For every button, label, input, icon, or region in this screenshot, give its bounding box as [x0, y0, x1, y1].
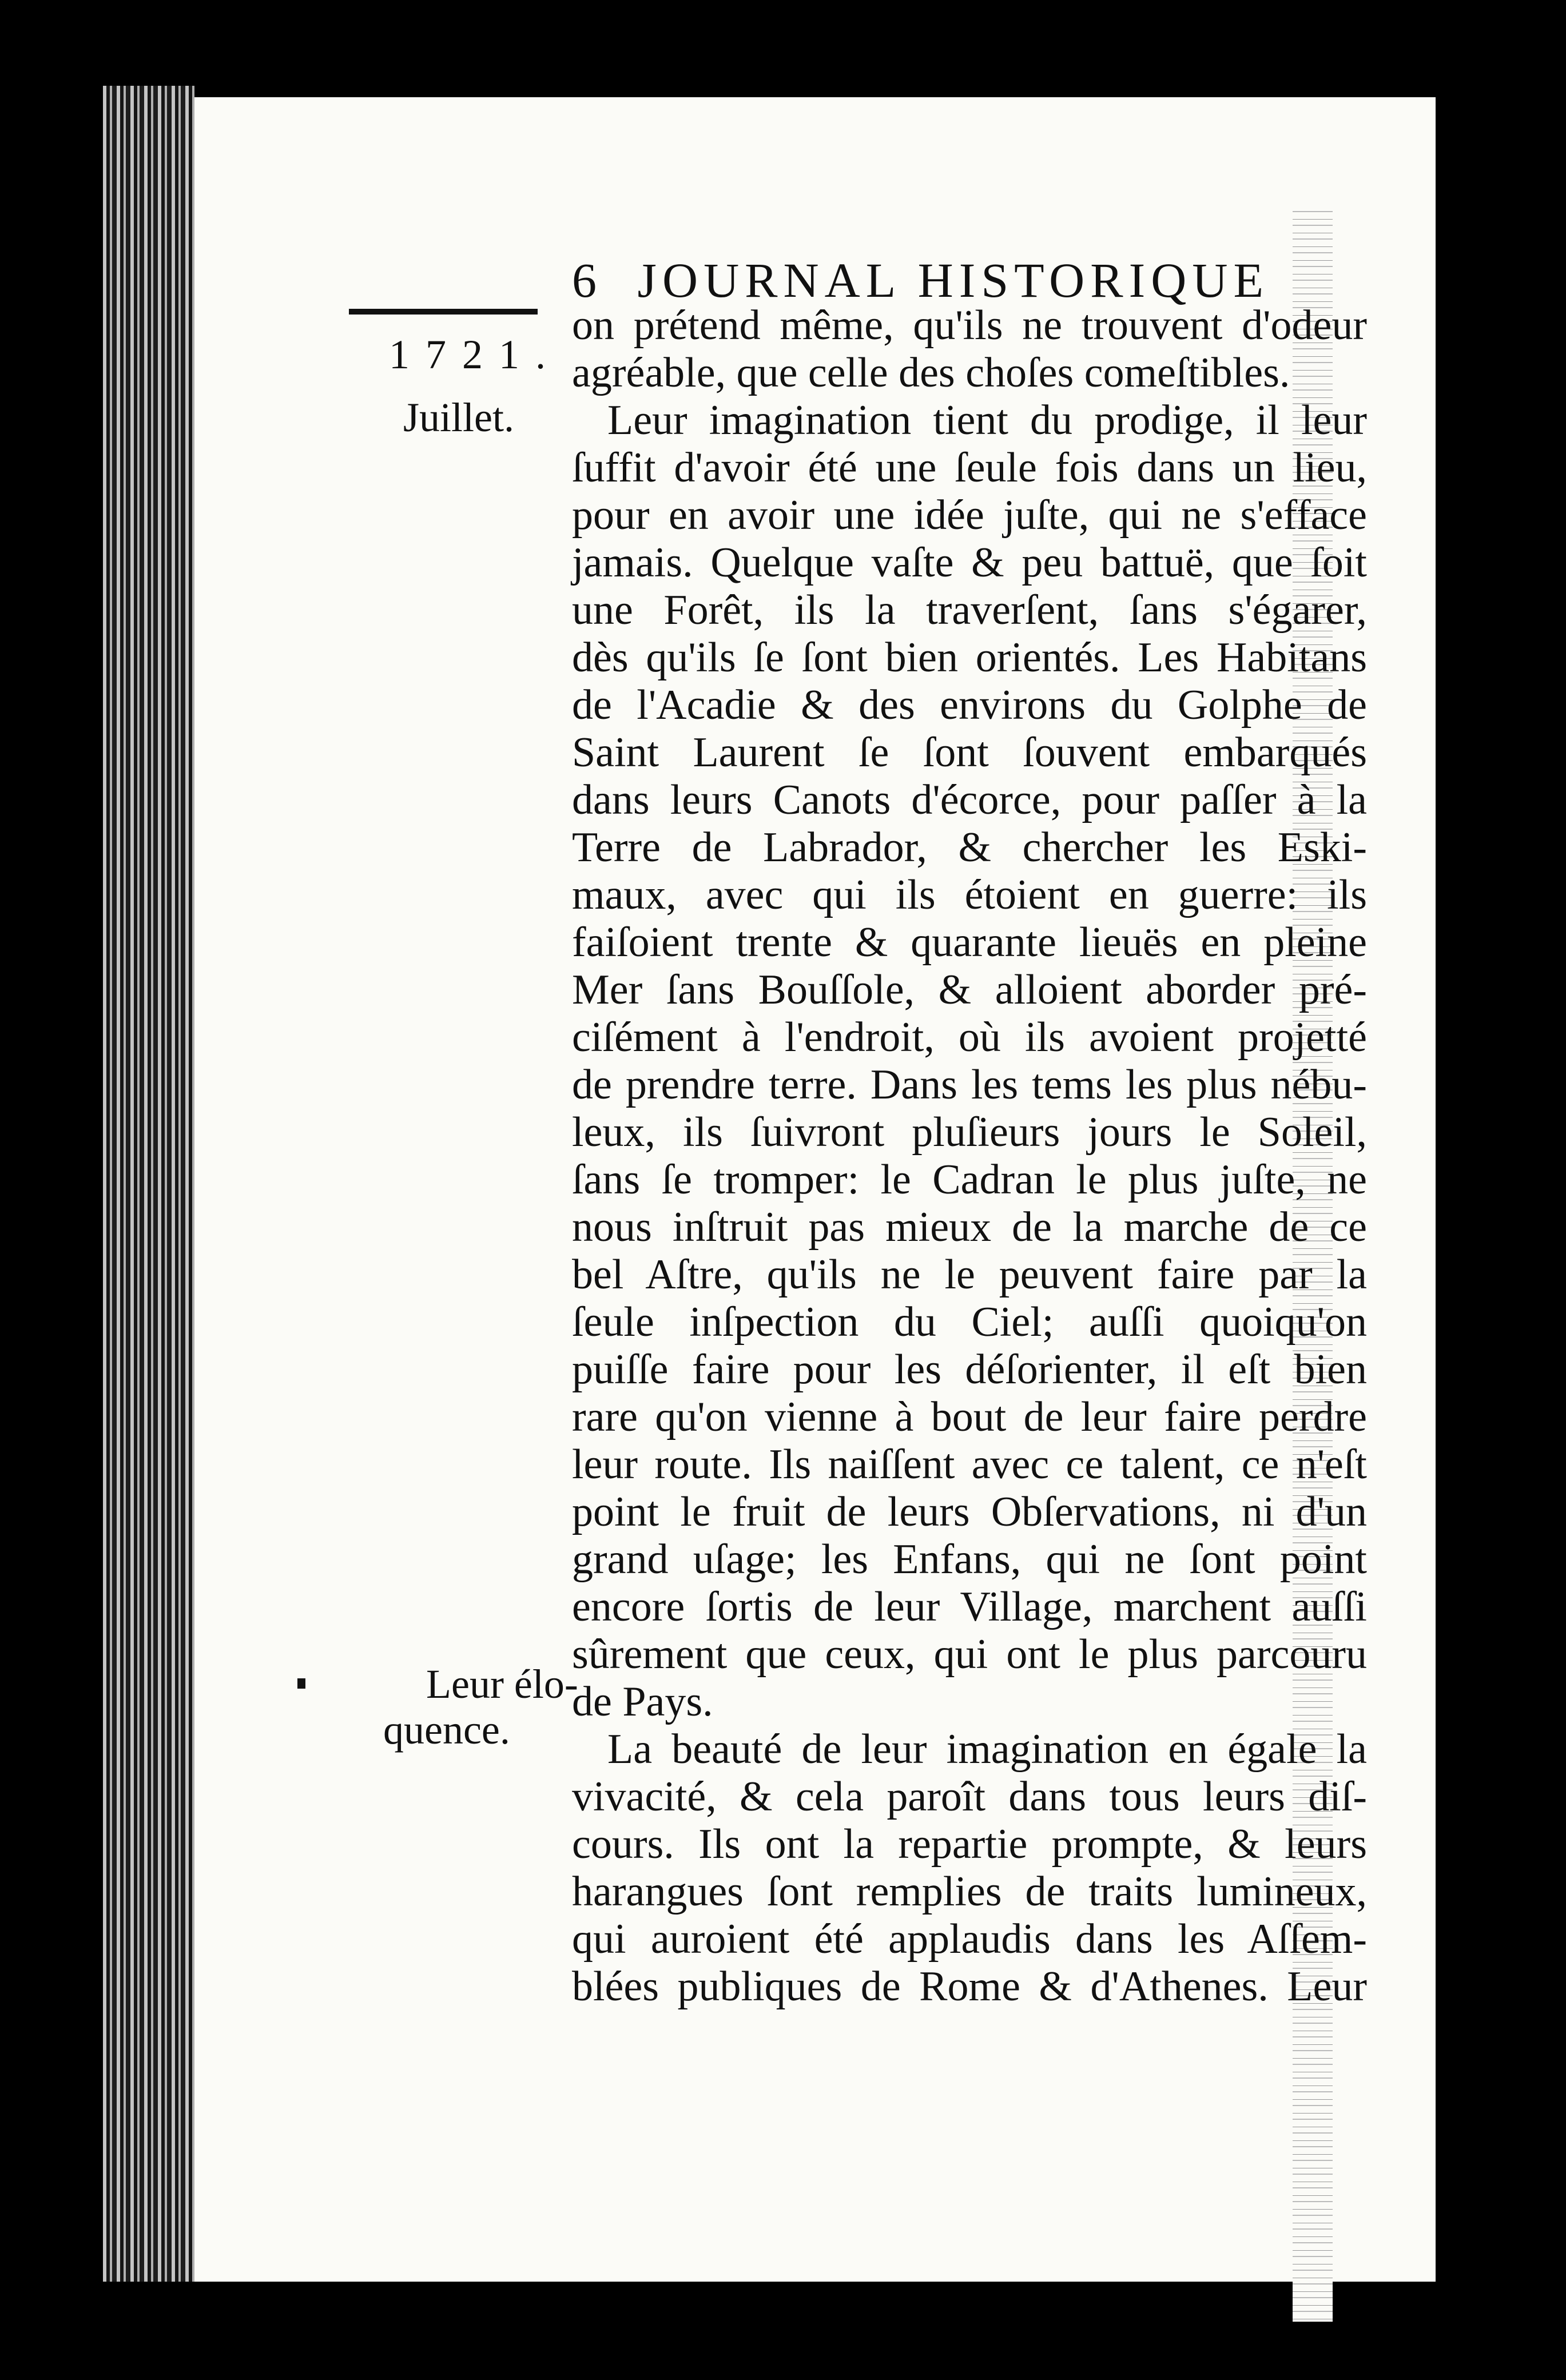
body-line: vivacité, & cela paroît dans tous leurs diſ- [572, 1773, 1367, 1820]
body-line: une Forêt, ils la traverſent, ſans s'égarer, [572, 587, 1367, 634]
margin-side-note-line2: quence. [383, 1707, 510, 1753]
body-line: agréable, que celle des choſes comeſtibles. [572, 349, 1290, 396]
body-line: faiſoient trente & quarante lieuës en pleine [572, 919, 1367, 966]
body-line: nous inſtruit pas mieux de la marche de ce [572, 1204, 1367, 1251]
body-line: Terre de Labrador, & chercher les Eski- [572, 824, 1367, 871]
body-line: ſeule inſpection du Ciel; auſſi quoiqu'on [572, 1299, 1367, 1346]
body-line: dès qu'ils ſe ſont bien orientés. Les Habitans [572, 634, 1367, 681]
body-line: harangues ſont remplies de traits lumineux, [572, 1868, 1367, 1915]
body-line: Leur imagination tient du prodige, il leur [607, 397, 1367, 444]
body-line: pour en avoir une idée juſte, qui ne s'efface [572, 492, 1367, 539]
body-line: leux, ils ſuivront pluſieurs jours le Soleil, [572, 1109, 1367, 1156]
body-line: encore ſortis de leur Village, marchent auſſi [572, 1583, 1367, 1630]
body-line: Saint Laurent ſe ſont ſouvent embarqués [572, 729, 1367, 776]
body-line: La beauté de leur imagination en égale la [607, 1726, 1367, 1773]
body-line: maux, avec qui ils étoient en guerre: ils [572, 871, 1367, 918]
body-line: rare qu'on vienne à bout de leur faire perdre [572, 1394, 1367, 1440]
body-text [572, 302, 1367, 2011]
body-line: ſuffit d'avoir été une ſeule fois dans un lieu, [572, 444, 1367, 491]
body-line: bel Aſtre, qu'ils ne le peuvent faire par la [572, 1251, 1367, 1298]
running-title: JOURNAL HISTORIQUE [637, 253, 1269, 308]
page-number: 6 [572, 253, 602, 308]
body-line: de prendre terre. Dans les tems les plus nébu- [572, 1061, 1367, 1108]
margin-side-note-line1: Leur élo- [426, 1661, 578, 1707]
body-line: ciſément à l'endroit, où ils avoient projetté [572, 1014, 1367, 1061]
body-line: Mer ſans Bouſſole, & alloient aborder pré- [572, 966, 1367, 1013]
body-line: dans leurs Canots d'écorce, pour paſſer à la [572, 777, 1367, 823]
margin-year: 1721. [389, 332, 562, 377]
ink-mark [297, 1678, 305, 1689]
body-line: jamais. Quelque vaſte & peu battuë, que ſoit [572, 539, 1367, 586]
body-line: de Pays. [572, 1678, 713, 1725]
body-line: on prétend même, qu'ils ne trouvent d'odeur [572, 302, 1367, 349]
running-header [572, 252, 1269, 309]
body-line: qui auroient été applaudis dans les Aſſem- [572, 1916, 1367, 1963]
body-line: grand uſage; les Enfans, qui ne ſont point [572, 1536, 1367, 1583]
body-line: de l'Acadie & des environs du Golphe de [572, 682, 1367, 729]
margin-month: Juillet. [403, 395, 514, 440]
body-line: puiſſe faire pour les déſorienter, il eſt bien [572, 1346, 1367, 1393]
body-line: sûrement que ceux, qui ont le plus parcouru [572, 1631, 1367, 1678]
margin-rule [349, 309, 538, 315]
body-line: ſans ſe tromper: le Cadran le plus juſte, ne [572, 1156, 1367, 1203]
body-line: blées publiques de Rome & d'Athenes. Leur [572, 1963, 1367, 2010]
body-line: point le fruit de leurs Obſervations, ni d'un [572, 1489, 1367, 1535]
body-line: leur route. Ils naiſſent avec ce talent, ce n'eſt [572, 1441, 1367, 1488]
body-line: cours. Ils ont la repartie prompte, & leurs [572, 1821, 1367, 1868]
binding-gutter [103, 86, 194, 2282]
